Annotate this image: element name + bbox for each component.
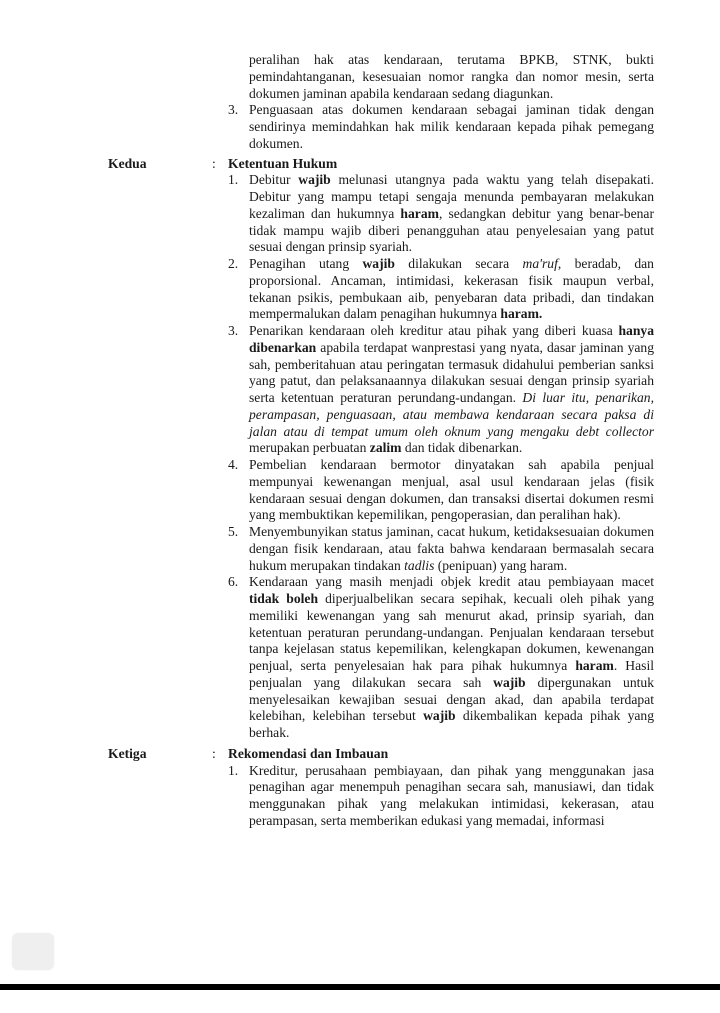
text-run: , beradab, dan proporsional. Ancaman, intimidasi, kekerasan fisik maupun verbal, tekanan psikis, pembukaan aib, penyebaran data pribadi, dan tindakan mempermalukan dalam penagihan hukumnya — [249, 256, 654, 322]
text-run: melunasi utangnya pada waktu yang telah disepakati. Debitur yang mampu tetapi sengaja menunda pembayaran melakukan kezaliman dan hukumnya — [249, 172, 654, 221]
list-number: 1. — [228, 172, 239, 188]
emphasis-bold: haram. — [500, 306, 543, 322]
bottom-divider-bar — [0, 984, 720, 990]
text-run: merupakan perbuatan — [249, 440, 370, 456]
emphasis-bold: wajib — [298, 172, 331, 188]
emphasis-bold: wajib — [493, 674, 526, 690]
list-number: 2. — [228, 256, 239, 271]
emphasis-italic: ma'ruf — [522, 256, 558, 271]
text-run: dan tidak dibenarkan. — [401, 440, 523, 456]
list-text — [249, 172, 654, 254]
list-text — [249, 574, 654, 740]
document-content — [108, 52, 654, 830]
list-number: 4. — [228, 457, 239, 472]
section-list — [108, 172, 654, 742]
text-run: . Hasil penjualan yang dilakukan secara sah — [249, 658, 654, 690]
floating-action-button[interactable] — [12, 933, 54, 970]
list-item — [108, 574, 654, 742]
section-label: Ketiga — [108, 745, 147, 761]
emphasis-bold: wajib — [362, 256, 395, 271]
text-run: Kreditur, perusahaan pembiayaan, dan pihak yang menggunakan jasa penagihan agar menempuh penagihan secara sah, manusiawi, dan tidak menggunakan pihak yang melakukan intimidasi, kekerasan, atau perampasan, serta memberikan edukasi yang memadai, informasi — [249, 762, 654, 828]
list-text — [249, 323, 654, 455]
section-colon: : — [212, 155, 216, 171]
text-run: apabila terdapat wanprestasi yang nyata, dasar jaminan yang sah, pemberitahuan atau peringatan termasuk didahului pemberian sanksi yang patut, dan pelaksanaannya dilakukan sesuai dengan prinsip syariah serta ketentuan peraturan perundang-undangan. — [249, 339, 654, 405]
list-text — [249, 763, 654, 828]
list-text — [249, 457, 654, 522]
emphasis-bold: haram — [575, 658, 614, 673]
emphasis-bold: haram — [400, 205, 439, 221]
emphasis-bold: hanya dibenarkan — [249, 323, 654, 355]
section-title: Ketentuan Hukum — [228, 155, 338, 171]
section-list — [108, 763, 654, 830]
section-title: Rekomendasi dan Imbauan — [228, 745, 389, 761]
emphasis-bold: tidak boleh — [249, 591, 319, 606]
list-text: Penguasaan atas dokumen kendaraan sebagai jaminan tidak dengan sendirinya memindahkan hak milik kendaraan kepada pihak pemegang dokumen. — [249, 102, 654, 151]
emphasis-bold: wajib — [423, 708, 456, 724]
list-number: 3. — [228, 102, 239, 118]
list-item — [108, 763, 654, 830]
emphasis-italic: Di luar itu, penarikan, perampasan, penguasaan, atau membawa kendaraan secara paksa di jalan atau di tempat umum oleh oknum yang mengaku debt collector — [249, 390, 654, 439]
emphasis-bold: zalim — [369, 440, 402, 456]
text-run: , sedangkan debitur yang benar-benar tidak mampu wajib diberi penangguhan atau penyelesaian yang patut sesuai dengan prinsip syariah. — [249, 205, 654, 255]
list-item — [108, 323, 654, 457]
list-number: 5. — [228, 524, 239, 539]
list-number: 3. — [228, 323, 239, 338]
text-run: Penagihan utang — [249, 256, 363, 271]
list-item — [108, 457, 654, 524]
section-colon: : — [212, 745, 216, 761]
list-text — [249, 256, 654, 321]
text-run: Kendaraan yang masih menjadi objek kredit atau pembiayaan macet — [249, 574, 654, 590]
text-run: dilakukan secara — [394, 256, 523, 271]
text-run: diperjualbelikan secara sepihak, kecuali oleh pihak yang memiliki kewenangan yang sah menurut akad, prinsip syariah, dan ketentuan peraturan perundang-undangan. Penjualan kendaraan tersebut tanpa kejelasan status kepemilikan, kelengkapan dokumen, kewenangan penjual, serta penyelesaian hak para pihak hukumnya — [249, 591, 654, 673]
text-run: Penarikan kendaraan oleh kreditur atau pihak yang diberi kuasa — [249, 323, 619, 338]
list-item — [108, 102, 654, 152]
list-item — [108, 172, 654, 256]
list-item — [108, 524, 654, 574]
list-number: 6. — [228, 574, 239, 590]
text-run: Menyembunyikan status jaminan, cacat hukum, ketidaksesuaian dokumen dengan fisik kendaraan, atau fakta bahwa kendaraan bermasalah secara hukum merupakan tindakan — [249, 524, 654, 573]
text-run: Debitur — [249, 172, 299, 188]
item-2-continuation: peralihan hak atas kendaraan, terutama BPKB, STNK, bukti pemindahtanganan, kesesuaian nomor rangka dan nomor mesin, serta dokumen jaminan apabila kendaraan sedang diagunkan. — [249, 52, 654, 101]
text-run: Pembelian kendaraan bermotor dinyatakan sah apabila penjual mempunyai kewenangan menjual, asal usul kendaraan jelas (fisik kendaraan sesuai dengan dokumen, dan transaksi disertai dokumen resmi yang membuktikan kepemilikan, pengoperasian, dan peralihan hak). — [249, 457, 654, 523]
section-kedua — [108, 156, 654, 742]
text-run: (penipuan) yang haram. — [434, 557, 568, 573]
list-text — [249, 524, 654, 573]
text-run: dikembalikan kepada pihak yang berhak. — [249, 708, 655, 740]
emphasis-italic: tadlis — [404, 557, 435, 573]
section-label: Kedua — [108, 155, 147, 171]
list-item — [108, 256, 654, 323]
list-number: 1. — [228, 762, 239, 778]
continuation-list — [108, 102, 654, 152]
text-run: dipergunakan untuk menyelesaikan kewajiban sesuai dengan akad, dan apabila terdapat kelebihan, kelebihan tersebut — [249, 674, 655, 724]
section-ketiga — [108, 746, 654, 830]
